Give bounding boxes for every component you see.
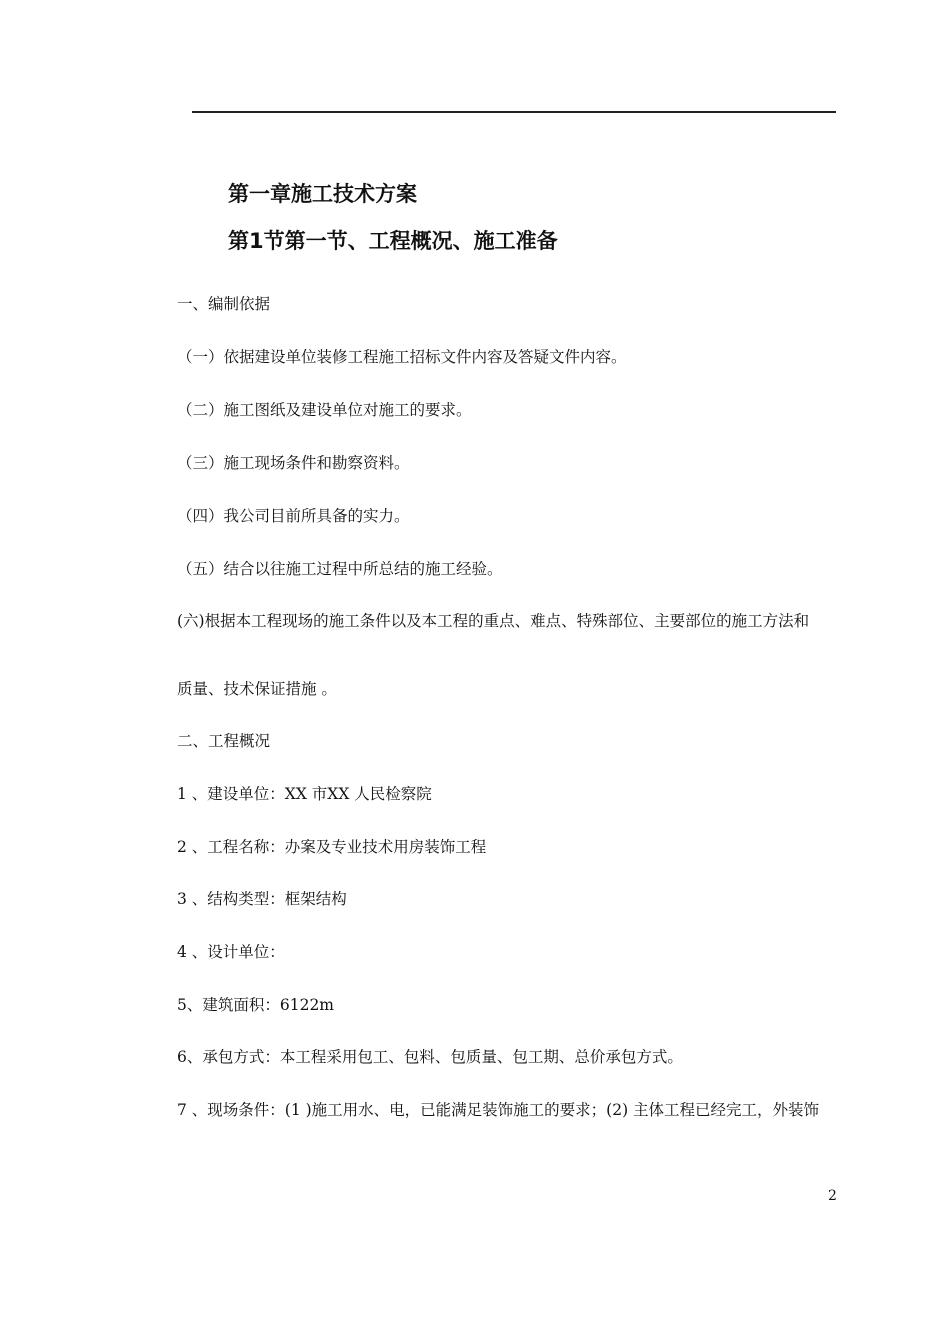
section-title: 第1节第一节、工程概况、施工准备	[228, 229, 558, 253]
chapter-title: 第一章施工技术方案	[228, 182, 417, 206]
line-structure-type: 3 、结构类型：框架结构	[177, 890, 347, 908]
line-basis-4: （四）我公司目前所具备的实力。	[177, 507, 410, 525]
line-basis-6-cont: 质量、技术保证措施 。	[177, 680, 337, 698]
line-project-name: 2 、工程名称：办案及专业技术用房装饰工程	[177, 838, 487, 856]
line-basis-5: （五）结合以往施工过程中所总结的施工经验。	[177, 560, 503, 578]
line-basis-6: (六)根据本工程现场的施工条件以及本工程的重点、难点、特殊部位、主要部位的施工方法和	[177, 612, 810, 630]
header-rule	[192, 111, 836, 113]
line-basis-1: （一）依据建设单位装修工程施工招标文件内容及答疑文件内容。	[177, 348, 627, 366]
line-building-area: 5、建筑面积：6122m	[177, 996, 335, 1014]
line-design-unit: 4 、设计单位：	[177, 943, 285, 961]
line-basis-3: （三）施工现场条件和勘察资料。	[177, 454, 410, 472]
line-basis-2: （二）施工图纸及建设单位对施工的要求。	[177, 401, 472, 419]
page-number: 2	[828, 1188, 837, 1204]
line-client: 1 、建设单位：XX 市XX 人民检察院	[177, 785, 432, 803]
line-compile-basis: 一、编制依据	[177, 295, 271, 313]
line-project-overview: 二、工程概况	[177, 732, 271, 750]
line-site-conditions: 7 、现场条件：(1 )施工用水、电，已能满足装饰施工的要求；(2) 主体工程已经完工，外装饰	[177, 1101, 820, 1119]
line-contract-mode: 6、承包方式：本工程采用包工、包料、包质量、包工期、总价承包方式。	[177, 1048, 683, 1066]
